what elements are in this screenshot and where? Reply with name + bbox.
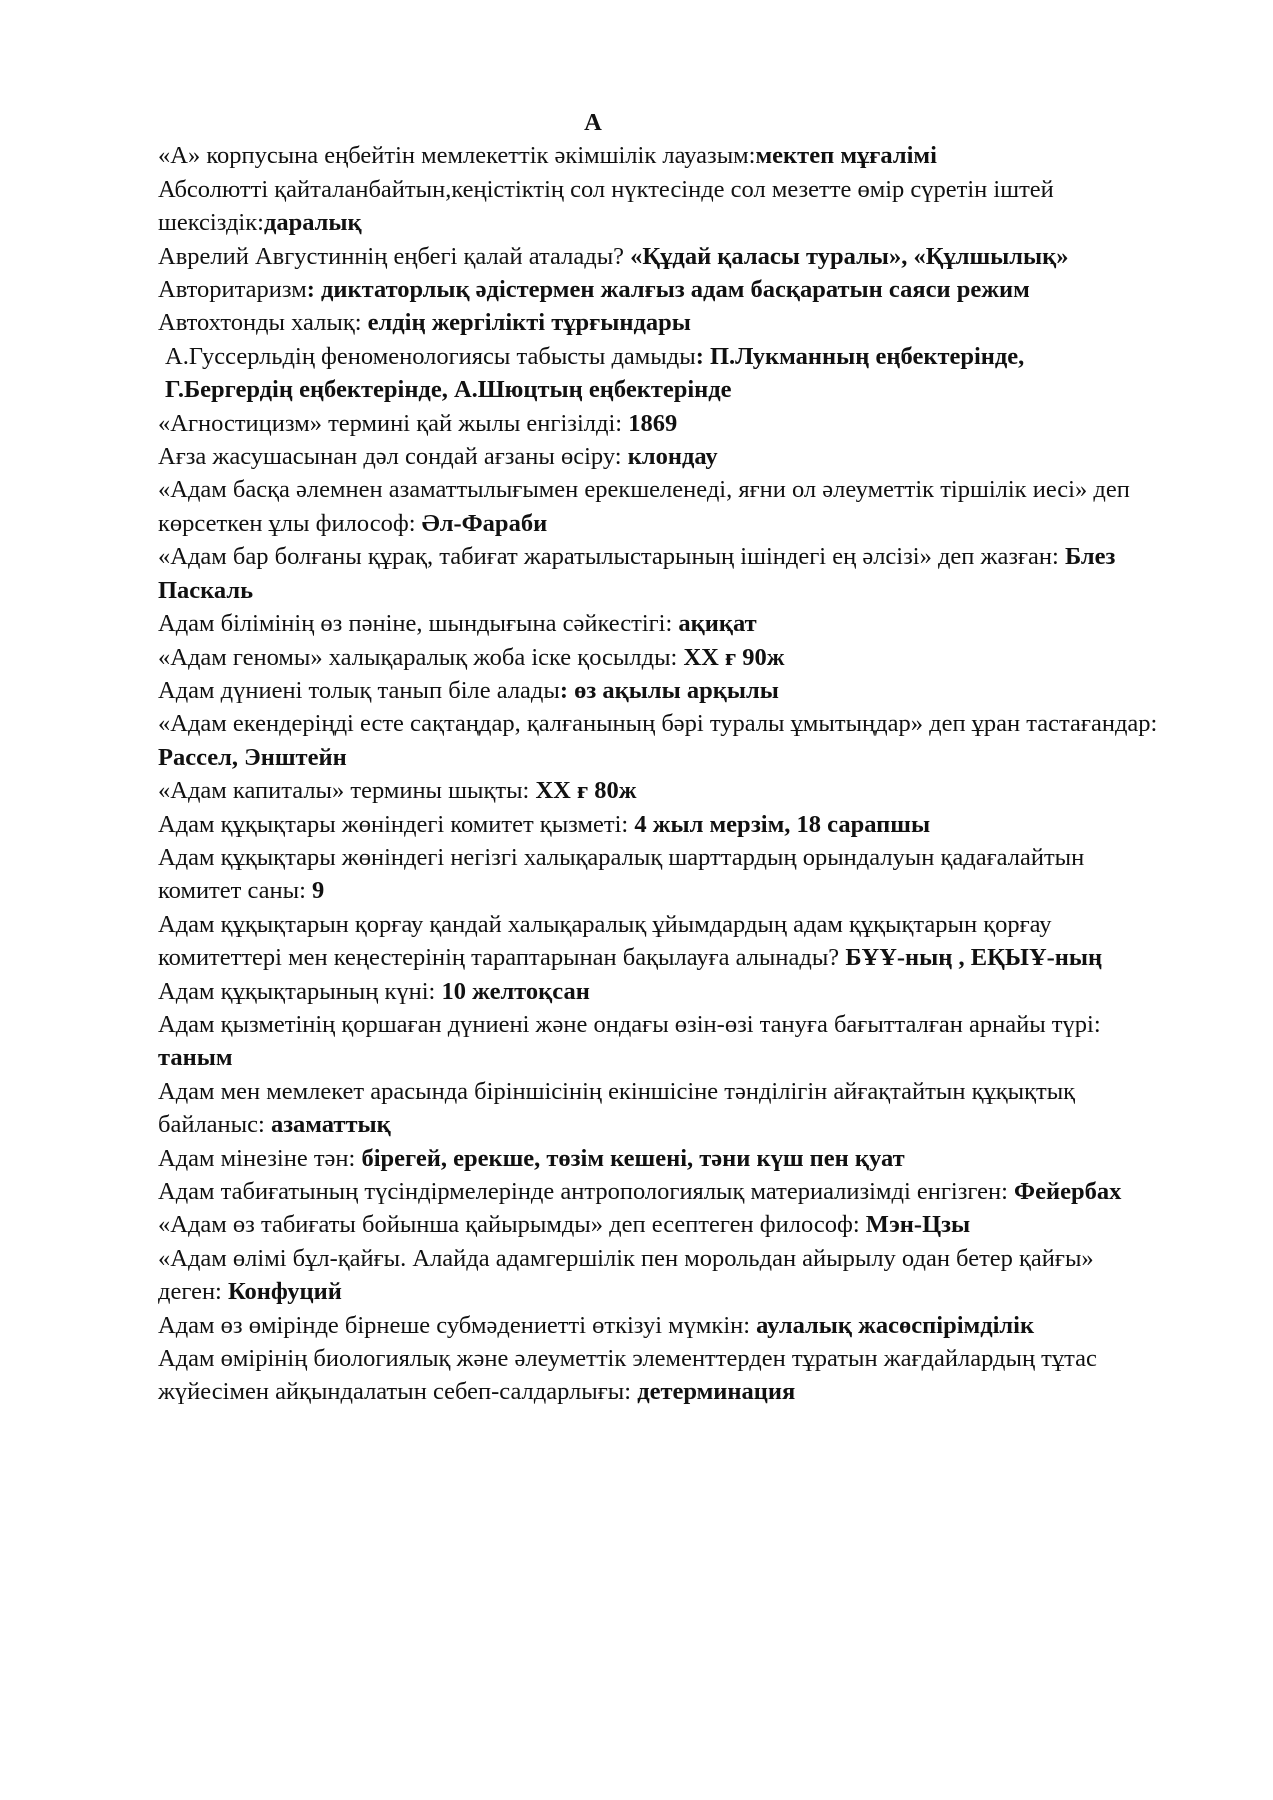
- entry-answer: 1869: [628, 409, 678, 437]
- document-page: [158, 106, 1158, 1409]
- entry-item: [158, 1342, 1158, 1409]
- entry-question: «Адам геномы» халықаралық жоба іске қосылды:: [158, 643, 684, 671]
- entry-question: Адам құқықтарының күні:: [158, 977, 442, 1005]
- entry-item: [158, 540, 1158, 607]
- entry-item: [158, 1075, 1158, 1142]
- entry-answer: даралық: [263, 209, 362, 237]
- entry-answer: «Құдай қаласы туралы», «Құлшылық»: [630, 242, 1069, 270]
- entry-question: Адам құқықтарын қорғау қандай халықаралық ұйымдардың адам құқықтарын қорғау комитеттері мен кеңестерінің тараптарынан бақылауға алынады?: [158, 910, 1052, 972]
- entry-question: «Адам екендеріңді есте сақтаңдар, қалғанының бәрі туралы ұмытыңдар» деп ұран тастағандар:: [158, 710, 1158, 738]
- entry-item: [158, 273, 1158, 306]
- entry-question: «Адам өз табиғаты бойынша қайырымды» деп есептеген философ:: [158, 1211, 866, 1239]
- entry-question: Адам мен мемлекет арасында біріншісінің екіншісіне тәнділігін айғақтайтын құқықтық байланыс:: [158, 1077, 1076, 1139]
- entry-answer: : өз ақылы арқылы: [559, 676, 779, 704]
- entry-item: [158, 841, 1158, 908]
- entry-question: Адам табиғатының түсіндірмелерінде антропологиялық материализімді енгізген:: [158, 1178, 1015, 1205]
- entry-answer: ақиқат: [678, 610, 757, 638]
- entry-question: Адам құқықтары жөніндегі комитет қызметі:: [158, 810, 635, 838]
- entry-question: Аврелий Августиннің еңбегі қалай аталады?: [158, 242, 631, 270]
- entry-item: [158, 407, 1158, 440]
- entry-answer: БҰҰ-ның , ЕҚЫҰ-ның: [845, 944, 1103, 972]
- entry-item: [158, 641, 1158, 674]
- entry-item: [158, 340, 1158, 407]
- entry-answer: : диктаторлық әдістермен жалғыз адам басқаратын саяси режим: [306, 276, 1030, 304]
- entry-question: «Адам өлімі бұл-қайғы. Алайда адамгершілік пен морольдан айырылу одан бетер қайғы» деген:: [158, 1244, 1094, 1306]
- entry-item: [158, 908, 1158, 975]
- entry-item: [158, 240, 1158, 273]
- entry-question: Ағза жасушасынан дәл сондай ағзаны өсіру:: [158, 443, 628, 471]
- entry-question: Адам дүниені толық танып біле алады: [158, 676, 560, 704]
- entry-item: [158, 774, 1158, 807]
- entry-question: Адам мінезіне тән:: [158, 1144, 362, 1172]
- entry-answer: 4 жыл мерзім, 18 сарапшы: [634, 810, 931, 838]
- entry-answer: елдің жергілікті тұрғындары: [367, 309, 691, 337]
- entry-question: Автохтонды халық:: [158, 309, 368, 337]
- entry-question: Авторитаризм: [158, 276, 307, 304]
- entry-question: «Адам капиталы» термины шықты:: [158, 777, 536, 805]
- entry-answer: мектеп мұғалімі: [755, 142, 937, 170]
- entry-item: [158, 1175, 1158, 1208]
- entry-item: [158, 975, 1158, 1008]
- entry-question: «Адам бар болғаны құрақ, табиғат жаратылыстарының ішіндегі ең әлсізі» деп жазған:: [158, 543, 1065, 571]
- entry-item: [158, 473, 1158, 540]
- entry-answer: детерминация: [637, 1378, 796, 1406]
- entry-question: «Адам басқа әлемнен азаматтылығымен ерекшеленеді, яғни ол әлеуметтік тіршілік иесі» деп көрсеткен ұлы философ:: [158, 476, 1130, 537]
- entry-answer: азаматтық: [270, 1111, 391, 1139]
- entry-question: А.Гуссерльдің феноменологиясы табысты дамыды: [165, 342, 696, 370]
- entry-question: «А» корпусына еңбейтін мемлекеттік әкімшілік лауазым:: [158, 142, 756, 170]
- entry-item: [158, 1242, 1158, 1309]
- entry-item: [158, 808, 1158, 841]
- entry-question: Адам құқықтары жөніндегі негізгі халықаралық шарттардың орындалуын қадағалайтын комитет саны:: [158, 843, 1085, 905]
- entry-answer: 9: [312, 877, 325, 905]
- entry-item: [158, 1309, 1158, 1342]
- entry-item: [158, 1208, 1158, 1241]
- entry-item: [158, 1008, 1158, 1075]
- entry-item: [158, 1142, 1158, 1175]
- entry-item: [158, 674, 1158, 707]
- entry-answer: Блез Паскаль: [158, 543, 1116, 604]
- entry-answer: Фейербах: [1014, 1178, 1122, 1205]
- entry-item: [158, 139, 1158, 172]
- entry-item: [158, 440, 1158, 473]
- entry-answer: Конфуций: [227, 1278, 342, 1306]
- entry-answer: бірегей, ерекше, төзім кешені, тәни күш пен қуат: [361, 1144, 905, 1172]
- entry-item: [158, 173, 1158, 240]
- entry-item: [158, 707, 1158, 774]
- entry-question: Абсолютті қайталанбайтын,кеңістіктің сол нүктесінде сол мезетте өмір сүретін іштей шексіздік:: [158, 175, 1054, 237]
- entry-answer: Рассел, Энштейн: [158, 743, 347, 771]
- entry-question: Адам өмірінің биологиялық және әлеуметтік элементтерден тұратын жағдайлардың тұтас жүйесімен айқындалатын себеп-салдарлығы:: [158, 1345, 1097, 1406]
- entry-question: Адам білімінің өз пәніне, шындығына сәйкестігі:: [158, 610, 679, 638]
- entry-question: Адам қызметінің қоршаған дүниені және ондағы өзін-өзі тануға бағытталған арнайы түрі:: [158, 1010, 1101, 1038]
- section-heading: А: [584, 109, 602, 136]
- entry-answer: XX ғ 80ж: [535, 777, 637, 805]
- entry-question: «Агностицизм» термині қай жылы енгізілді:: [158, 409, 629, 437]
- entry-question: Адам өз өмірінде бірнеше субмәдениетті өткізуі мүмкін:: [158, 1311, 757, 1339]
- entry-answer: таным: [158, 1044, 233, 1072]
- entry-item: [158, 306, 1158, 339]
- entry-answer: Мэн-Цзы: [865, 1211, 971, 1239]
- entry-answer: XX ғ 90ж: [683, 643, 785, 671]
- entry-answer: Әл-Фараби: [421, 509, 548, 537]
- entry-answer: 10 желтоқсан: [441, 977, 590, 1005]
- entry-answer: аулалық жасөспірімділік: [756, 1311, 1035, 1339]
- entry-item: [158, 607, 1158, 640]
- entry-answer: клондау: [627, 443, 718, 471]
- entry-answer: : П.Лукманның еңбектерінде, Г.Бергердің еңбектерінде, А.Шюцтың еңбектерінде: [165, 342, 1025, 404]
